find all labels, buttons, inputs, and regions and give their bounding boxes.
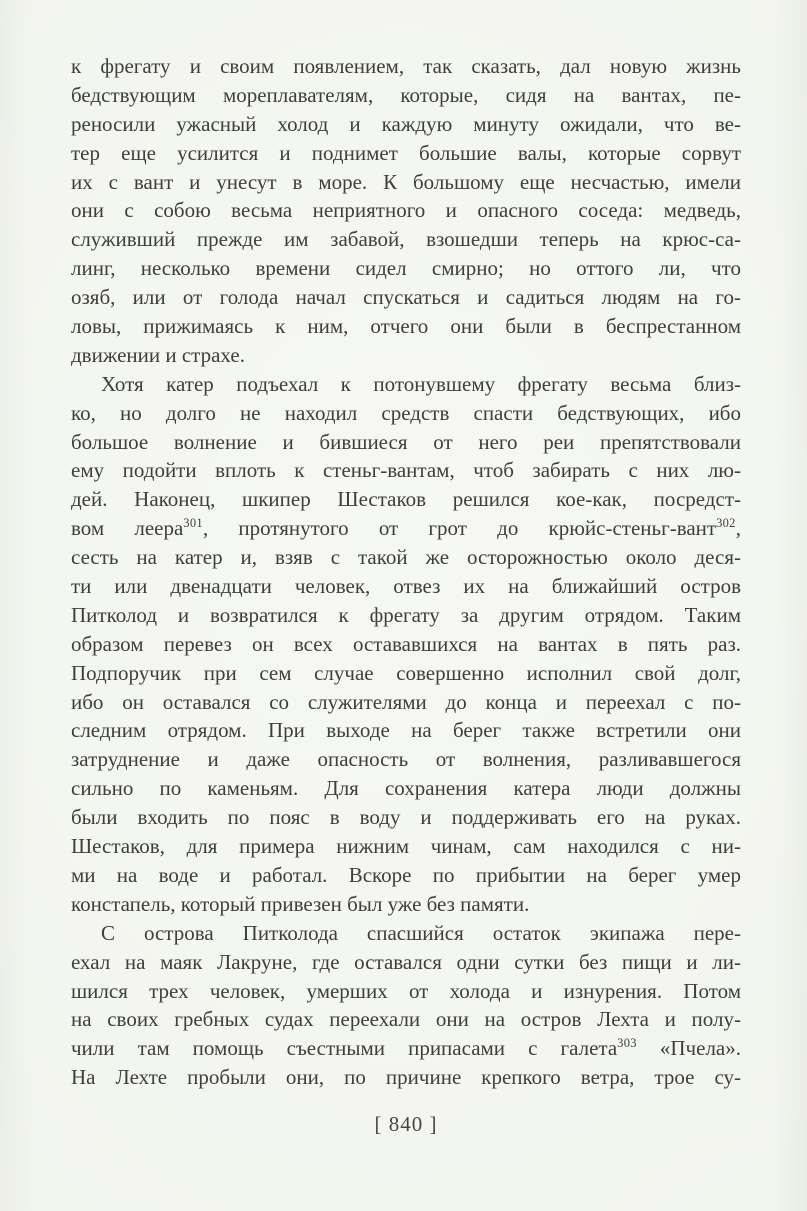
footnote-ref: 303 — [617, 1036, 637, 1051]
text-line: Подпоручик при сем случае совершенно исполнил свой долг, — [71, 660, 741, 685]
text-line: констапель, который привезен был уже без памяти. — [71, 891, 530, 916]
text-line: вом леера$^{301}$, протянутого от грот до крюйс-стеньг-вант$^{302}$, — [71, 516, 741, 541]
text-line: ему подойти вплоть к стеньг-вантам, чтоб забирать с них лю- — [71, 458, 741, 483]
text-line: сесть на катер и, взяв с такой же осторожностью около деся- — [71, 545, 741, 570]
text-line: ко, но долго не находил средств спасти бедствующих, ибо — [71, 400, 741, 425]
text-line: они с собою весьма неприятного и опасного соседа: медведь, — [71, 198, 741, 223]
text-line: движении и страхе. — [71, 342, 245, 367]
text-line: Шестаков, для примера нижним чинам, сам находился с ни- — [71, 834, 741, 859]
text-line: ехал на маяк Лакруне, где оставался одни сутки без пищи и ли- — [71, 949, 741, 974]
text-line: бедствующим мореплавателям, которые, сидя на вантах, пе- — [71, 82, 741, 107]
page-number: [ 840 ] — [374, 1112, 438, 1136]
text-line: На Лехте пробыли они, по причине крепкого ветра, трое су- — [71, 1065, 741, 1090]
footnote-ref: 301 — [183, 516, 203, 531]
text-line: их с вант и унесут в море. К большому еще несчастью, имели — [71, 169, 741, 194]
text-block — [71, 52, 741, 1092]
text-line: ми на воде и работал. Вскоре по прибытии на берег умер — [71, 862, 741, 887]
text-line: ибо он оставался со служителями до конца и переехал с по- — [71, 689, 741, 714]
text-line: линг, несколько времени сидел смирно; но оттого ли, что — [71, 256, 741, 281]
text-line: образом перевез он всех остававшихся на вантах в пять раз. — [71, 631, 741, 656]
text-line: ти или двенадцати человек, отвез их на ближайший остров — [71, 574, 741, 599]
text-line: С острова Питколода спасшийся остаток экипажа пере- — [101, 920, 741, 945]
text-line: озяб, или от голода начал спускаться и садиться людям на го- — [71, 285, 741, 310]
text-line: следним отрядом. При выходе на берег также встретили они — [71, 718, 741, 743]
text-line: тер еще усилится и поднимет большие валы, которые сорвут — [71, 140, 741, 165]
text-line: большое волнение и бившиеся от него реи препятствовали — [71, 429, 741, 454]
text-line: чили там помощь съестными припасами с галета$^{303}$ «Пчела». — [71, 1036, 741, 1061]
text-line: на своих гребных судах переехали они на остров Лехта и полу- — [71, 1007, 741, 1032]
text-line: служивший прежде им забавой, взошедши теперь на крюс-са- — [71, 227, 741, 252]
text-line: сильно по каменьям. Для сохранения катера люди должны — [71, 776, 741, 801]
footnote-ref: 302 — [716, 516, 736, 531]
text-line: шился трех человек, умерших от холода и изнурения. Потом — [71, 978, 741, 1003]
text-line: к фрегату и своим появлением, так сказать, дал новую жизнь — [71, 54, 741, 78]
text-line: реносили ужасный холод и каждую минуту ожидали, что ве- — [71, 111, 741, 136]
text-line: были входить по пояс в воду и поддерживать его на руках. — [71, 805, 741, 830]
text-line: Питколод и возвратился к фрегату за другим отрядом. Таким — [71, 602, 741, 627]
text-line: Хотя катер подъехал к потонувшему фрегату весьма близ- — [101, 371, 741, 396]
text-line: затруднение и даже опасность от волнения, разливавшегося — [71, 747, 741, 772]
text-line: дей. Наконец, шкипер Шестаков решился кое-как, посредст- — [71, 487, 741, 512]
text-line: ловы, прижимаясь к ним, отчего они были в беспрестанном — [71, 314, 741, 339]
